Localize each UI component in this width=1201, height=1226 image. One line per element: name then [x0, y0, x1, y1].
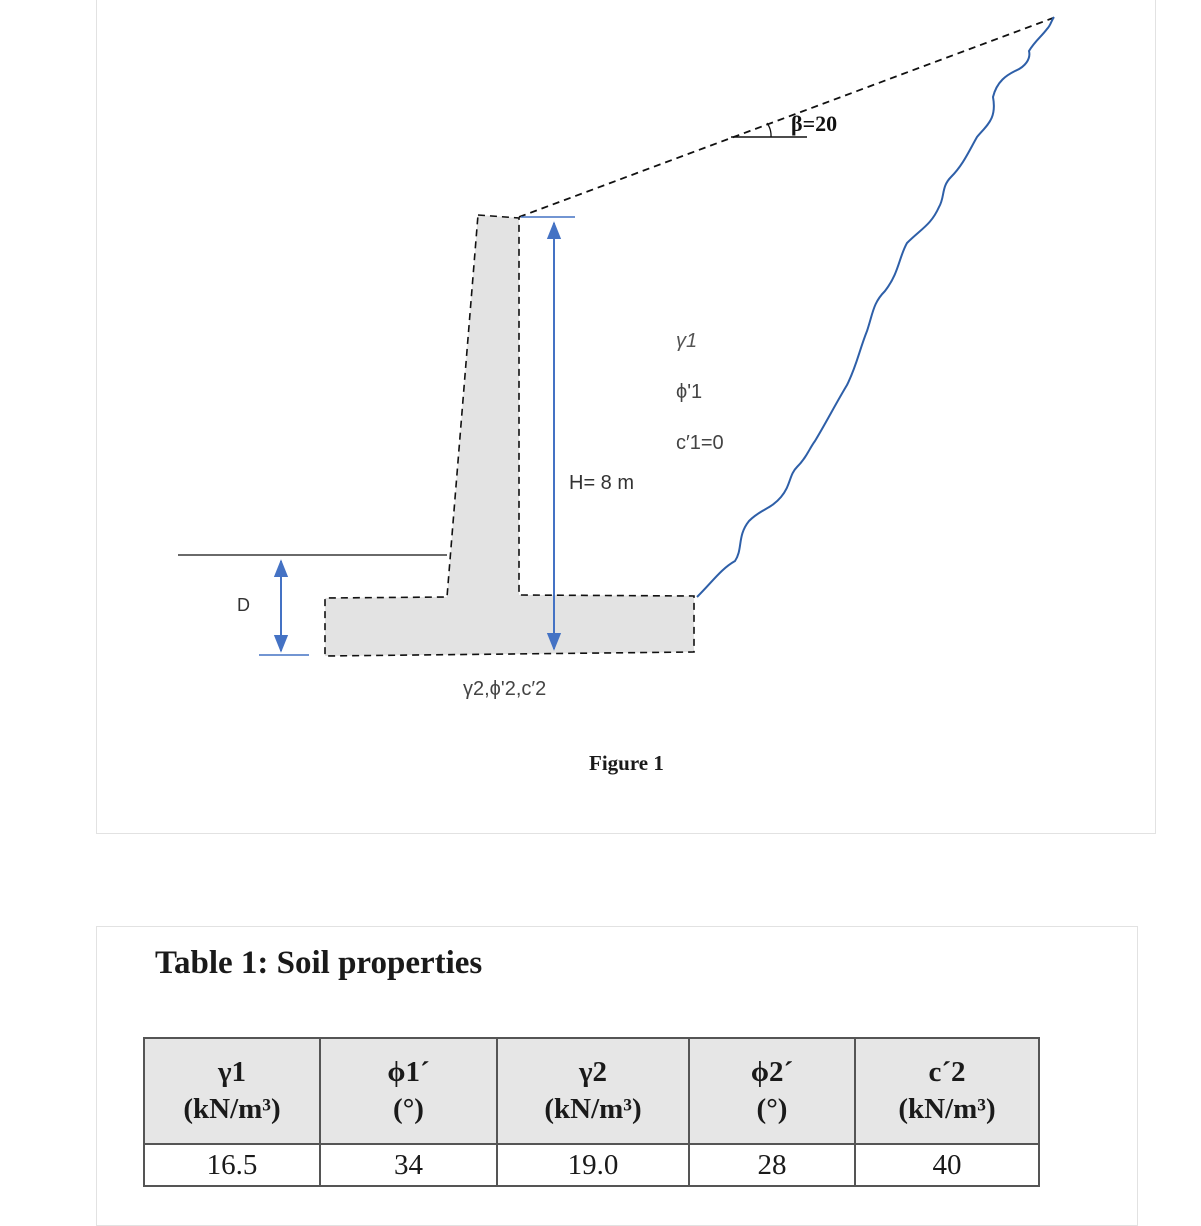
- figure-panel: [96, 0, 1156, 834]
- backfill-slope-line: [519, 18, 1053, 217]
- table-row: [144, 1144, 1039, 1186]
- header-symbol: ϕ1´: [387, 1056, 430, 1088]
- header-symbol: γ1: [217, 1056, 247, 1088]
- header-unit: (kN/m³): [898, 1093, 996, 1125]
- slope-angle-label: β=20: [791, 111, 838, 136]
- header-unit: (kN/m³): [544, 1093, 642, 1125]
- height-label: H= 8 m: [569, 472, 635, 494]
- value-gamma1: 16.5: [144, 1144, 320, 1186]
- backfill-cohesion-label: c′1=0: [676, 432, 724, 454]
- table-panel: [96, 926, 1138, 1226]
- table-header-row: [144, 1038, 1039, 1144]
- header-unit: (°): [393, 1093, 424, 1125]
- header-phi1: [320, 1038, 497, 1144]
- value-c2: 40: [855, 1144, 1039, 1186]
- header-unit: (kN/m³): [183, 1093, 281, 1125]
- rock-boundary: [697, 17, 1054, 597]
- header-c2: [855, 1038, 1039, 1144]
- retaining-wall: [325, 215, 694, 656]
- backfill-phi-label: ϕ'1: [676, 381, 703, 403]
- value-gamma2: 19.0: [497, 1144, 689, 1186]
- soil-properties-table: [143, 1037, 1040, 1187]
- value-phi2: 28: [689, 1144, 855, 1186]
- header-unit: (°): [756, 1093, 788, 1125]
- value-phi1: 34: [320, 1144, 497, 1186]
- header-symbol: c´2: [928, 1056, 966, 1088]
- depth-label: D: [237, 595, 250, 615]
- slope-angle-arc: [767, 123, 771, 137]
- header-gamma2: [497, 1038, 689, 1144]
- figure-caption: Figure 1: [589, 751, 664, 775]
- backfill-gamma-label: γ1: [676, 330, 698, 352]
- header-phi2: [689, 1038, 855, 1144]
- foundation-soil-label: γ2,ϕ'2,c′2: [463, 678, 547, 700]
- header-symbol: γ2: [578, 1056, 608, 1088]
- retaining-wall-diagram: [97, 0, 1157, 835]
- header-symbol: ϕ2´: [750, 1056, 794, 1088]
- header-gamma1: [144, 1038, 320, 1144]
- table-title: Table 1: Soil properties: [155, 945, 483, 981]
